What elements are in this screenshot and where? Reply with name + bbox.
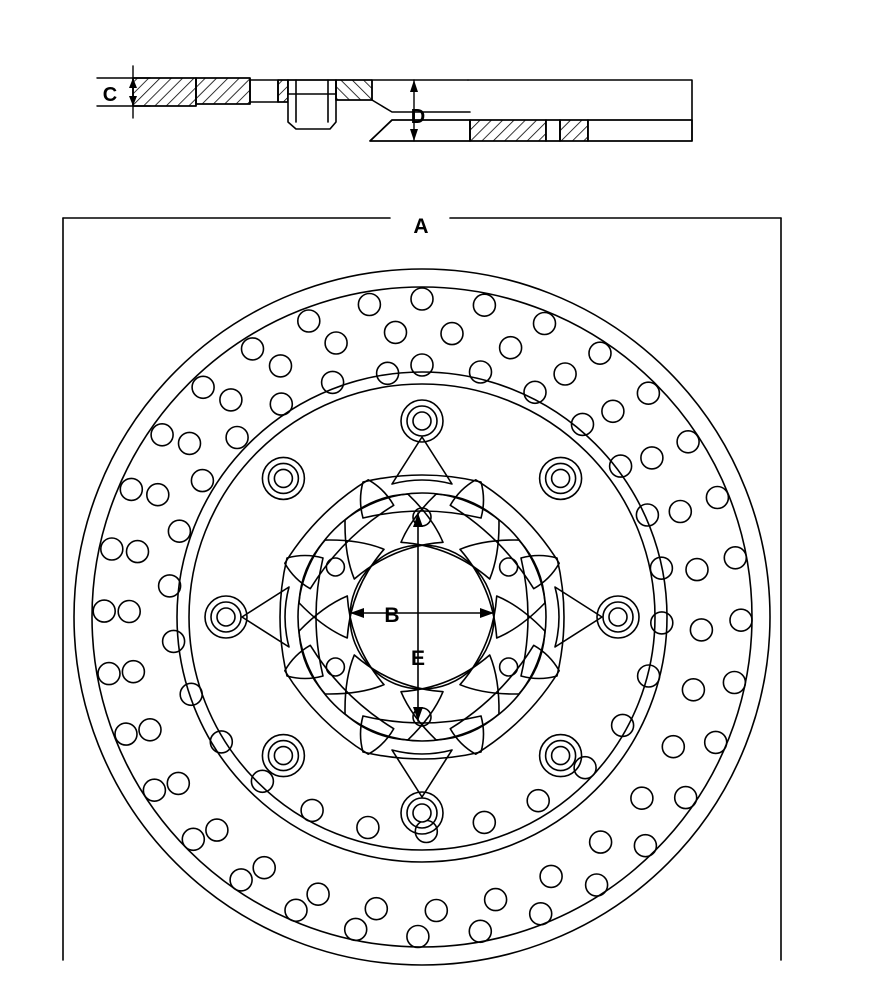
- dimension-label-d: D: [410, 106, 426, 128]
- mounting-bolt: [540, 735, 582, 777]
- hub-bolt-hole: [326, 658, 344, 676]
- section-right-hatch-2: [560, 120, 588, 141]
- section-hub-boss: [288, 80, 336, 129]
- section-right-outline: [468, 80, 692, 120]
- disc-carrier-outer: [189, 384, 655, 850]
- dimension-label-c: C: [102, 84, 118, 106]
- section-right-outer-plate: [588, 120, 692, 141]
- mounting-bolt: [597, 596, 639, 638]
- dimension-label-a: A: [413, 215, 429, 238]
- dimension-label-e: E: [410, 647, 426, 670]
- carrier-vane-cutouts: [288, 483, 556, 751]
- mounting-bolt: [401, 400, 443, 442]
- dimension-label-b: B: [384, 604, 400, 627]
- section-left-friction-ring: [133, 78, 196, 106]
- section-right-plain: [546, 120, 560, 141]
- cross-section-view: [97, 66, 692, 141]
- disc-outer-edge: [74, 269, 770, 965]
- section-left-carrier-2: [250, 80, 278, 102]
- mounting-bolt: [262, 457, 304, 499]
- front-view: [63, 218, 781, 965]
- section-right-hatch-1: [470, 120, 546, 141]
- mounting-bolt: [540, 457, 582, 499]
- mounting-bolt: [205, 596, 247, 638]
- mounting-bolt: [401, 792, 443, 834]
- hub-triangular-windows: [242, 437, 602, 797]
- section-right-upper-plate: [336, 80, 372, 100]
- section-left-carrier-3: [278, 80, 288, 102]
- hub-bolt-hole: [326, 558, 344, 576]
- section-left-carrier-1: [196, 78, 250, 104]
- hub-bolt-hole: [500, 658, 518, 676]
- drilled-hole-ring-outer: [93, 288, 752, 948]
- dimension-b: [350, 608, 494, 618]
- disc-hub-outer: [298, 493, 546, 741]
- carrier-spoke-windows: [278, 473, 566, 761]
- drilled-hole-pattern: [93, 288, 752, 948]
- dimension-a-frame: [63, 218, 781, 960]
- disc-friction-inner: [177, 372, 667, 862]
- hub-bolt-hole: [500, 558, 518, 576]
- hub-bolt-hole-group: [326, 508, 517, 726]
- mounting-bolt: [262, 735, 304, 777]
